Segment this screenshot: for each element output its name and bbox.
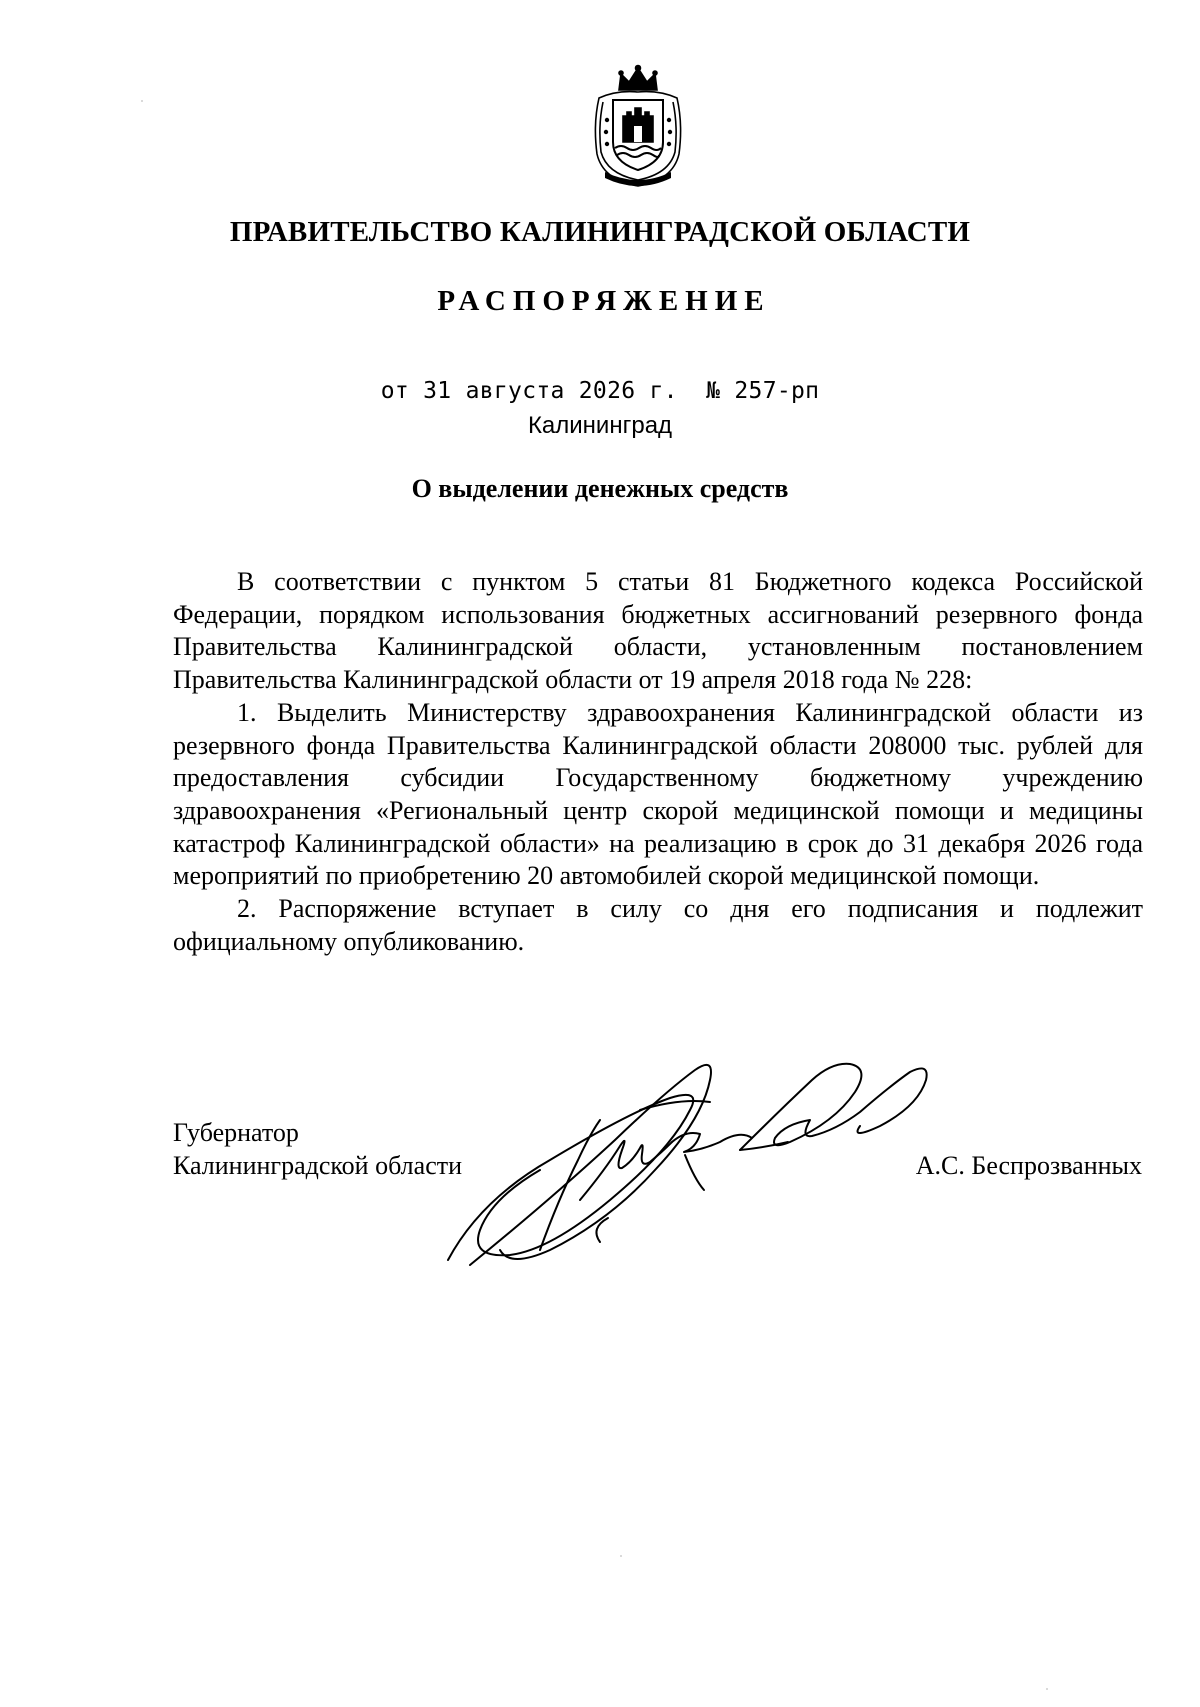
item-1-paragraph: 1. Выделить Министерству здравоохранения Калининградской области из резервного фонда Правительства Калининградской области 208000 тыс. рублей для предоставления субсидии Государственному бюджетному учреждению здравоохранения «Региональный центр скорой медицинской помощи и медицины катастроф Калининградской области» на реализацию в срок до 31 декабря 2026 года мероприятий по приобретению 20 автомобилей скорой медицинской помощи.	[173, 697, 1143, 891]
date-and-number: от 31 августа 2026 г. № 257-рп	[380, 378, 820, 404]
document-subject: О выделении денежных средств	[411, 474, 789, 503]
signer-position-line-2: Калининградской области	[173, 1150, 463, 1180]
coat-of-arms-emblem	[589, 64, 687, 188]
document-type: РАСПОРЯЖЕНИЕ	[437, 285, 771, 317]
city: Калининград	[527, 412, 673, 439]
signer-position	[173, 1117, 462, 1182]
signer-position-line-1: Губернатор	[173, 1118, 299, 1147]
document-body	[173, 566, 1143, 958]
scan-artifact	[620, 1555, 622, 1557]
handwritten-signature	[440, 1050, 950, 1280]
item-2-paragraph: 2. Распоряжение вступает в силу со дня его подписания и подлежит официальному опубликованию.	[173, 894, 1143, 956]
scan-artifact	[141, 100, 143, 102]
scan-artifact	[1046, 1688, 1048, 1690]
government-title: ПРАВИТЕЛЬСТВО КАЛИНИНГРАДСКОЙ ОБЛАСТИ	[229, 216, 971, 248]
signer-name: А.С. Беспрозванных	[915, 1151, 1142, 1180]
preamble-paragraph: В соответствии с пунктом 5 статьи 81 Бюджетного кодекса Российской Федерации, порядком использования бюджетных ассигнований резервного фонда Правительства Калининградской области, установленным постановлением Правительства Калининградской области от 19 апреля 2018 года № 228:	[173, 567, 1143, 695]
